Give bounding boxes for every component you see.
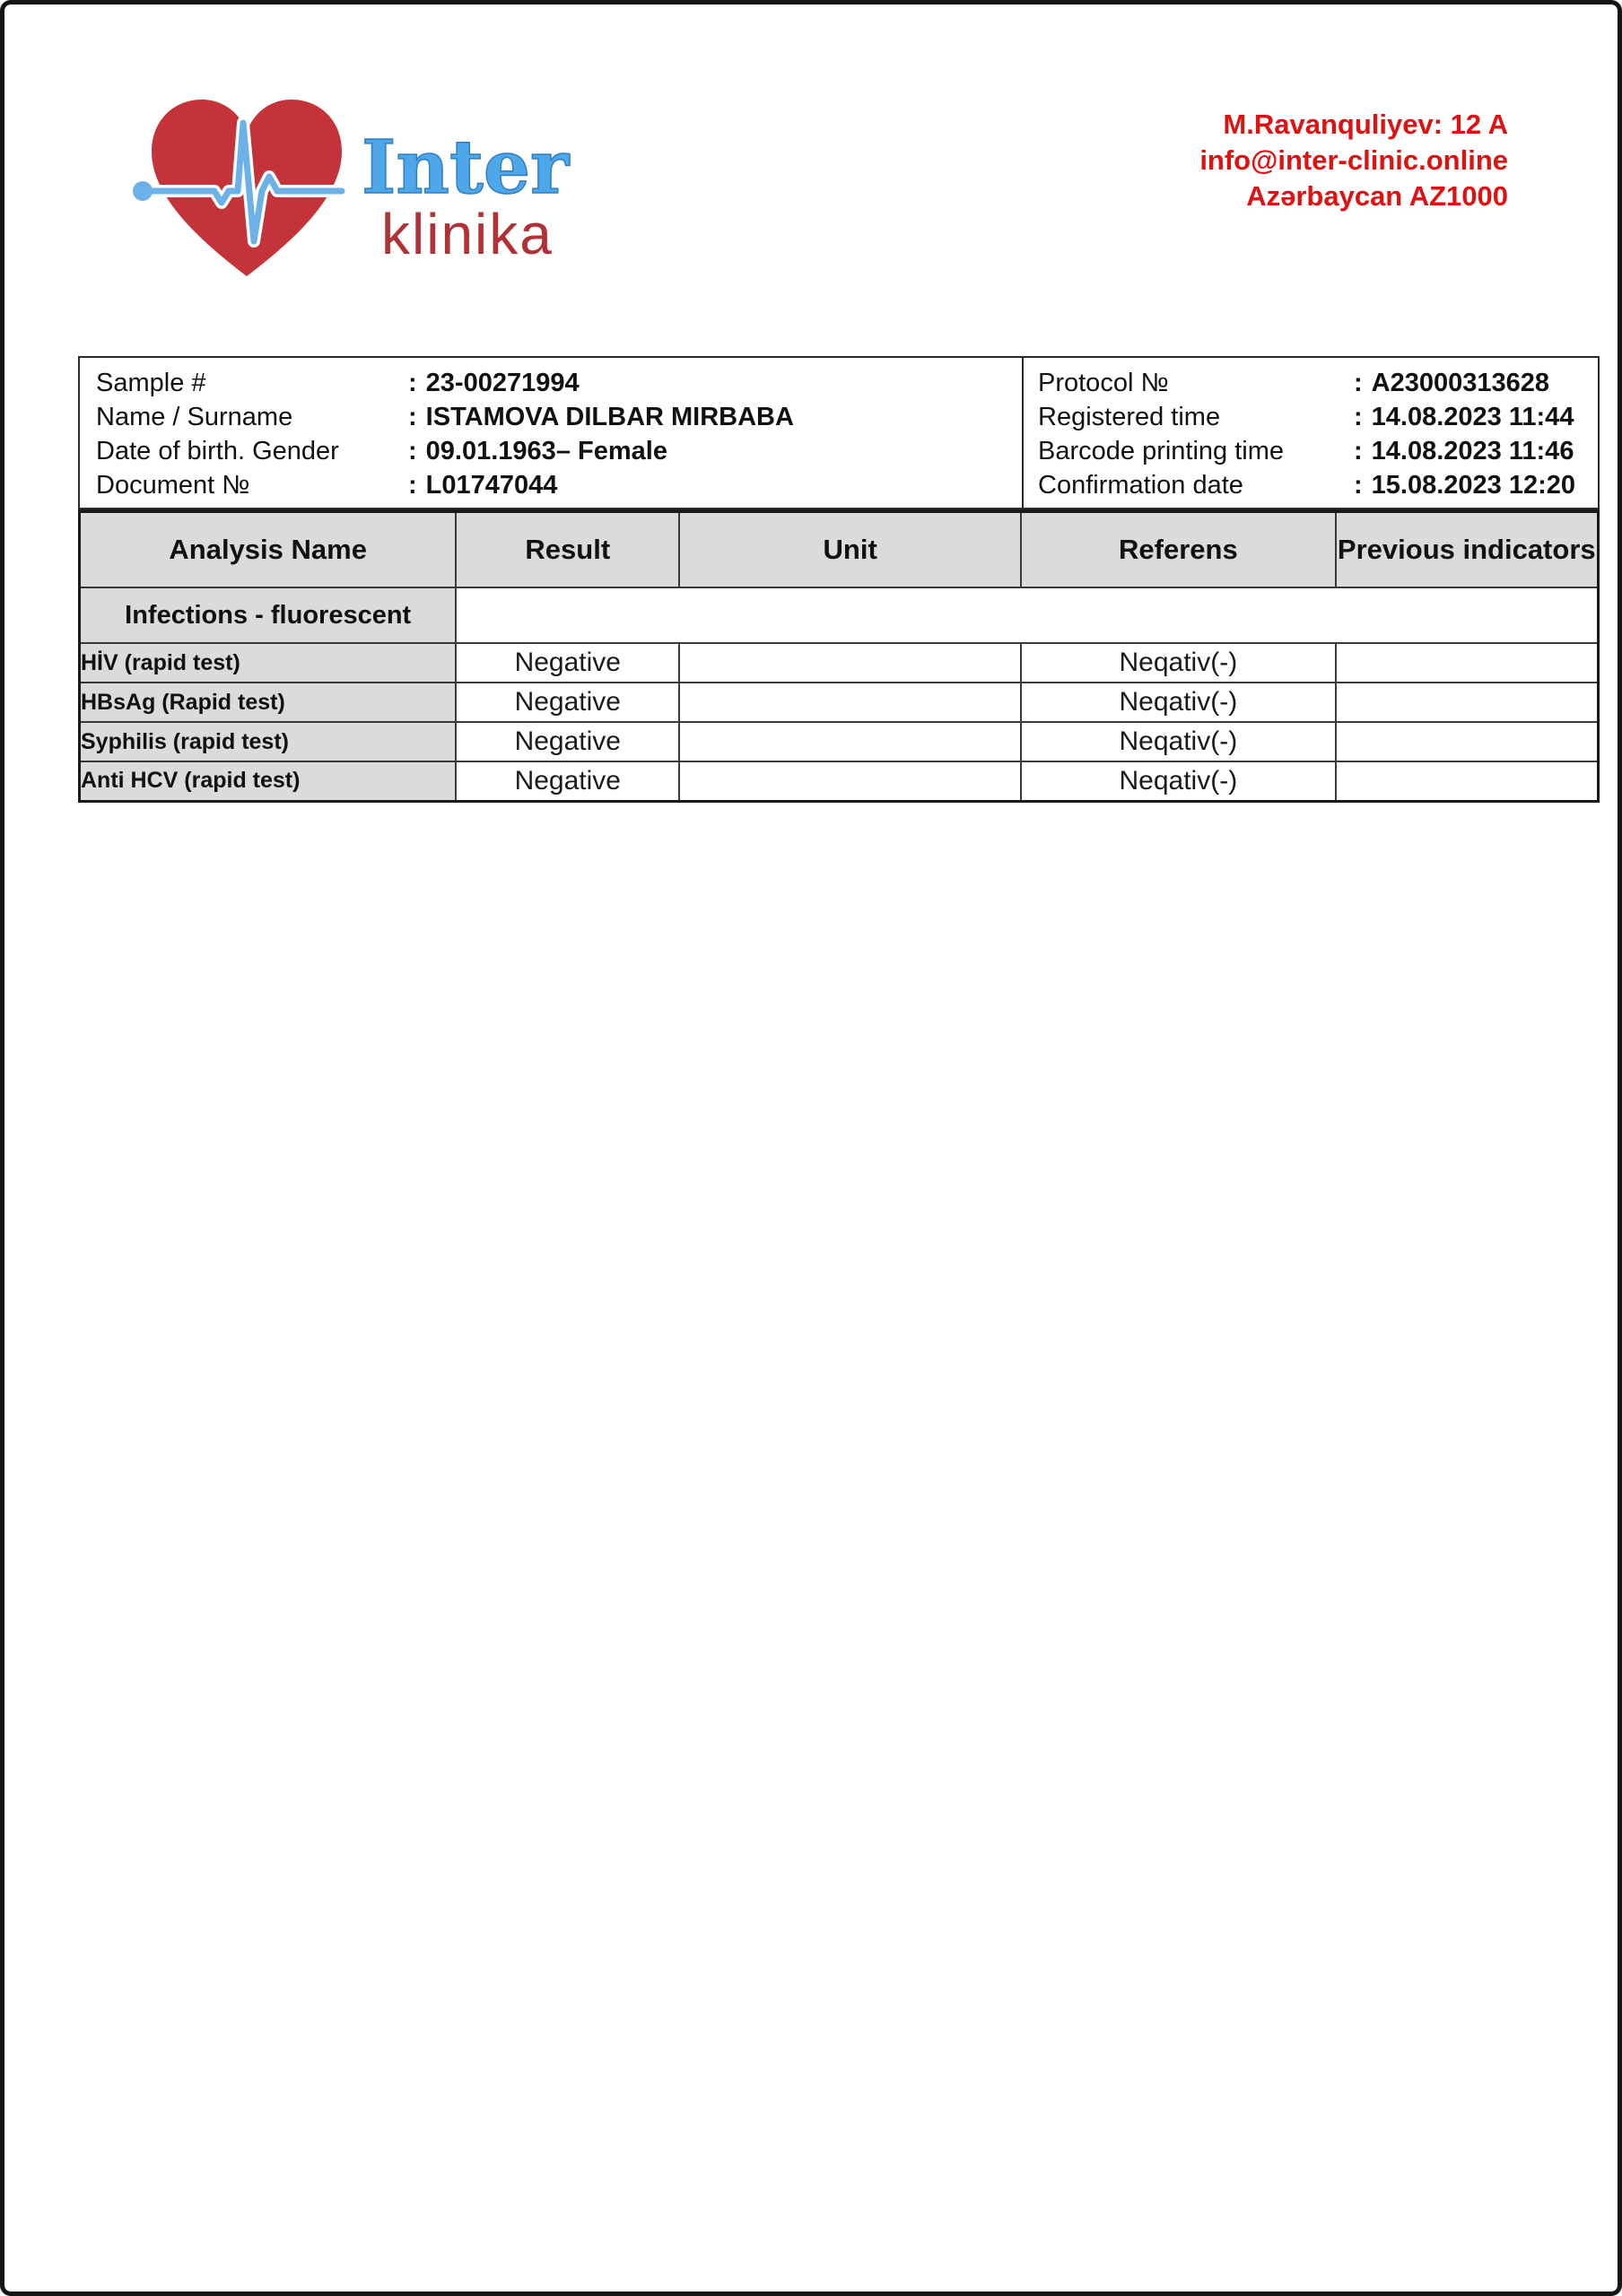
result-cell: Negative [456, 643, 679, 683]
result-cell: Negative [456, 722, 679, 761]
info-label: Confirmation date [1038, 471, 1243, 500]
info-label: Registered time [1038, 403, 1221, 431]
referens-cell: Neqativ(-) [1021, 643, 1335, 683]
unit-cell [679, 761, 1021, 801]
info-value: 14.08.2023 11:44 [1371, 403, 1574, 431]
info-row-barcode [1038, 434, 1598, 468]
info-separator: : [1354, 471, 1363, 500]
result-cell: Negative [456, 761, 679, 801]
table-row-syphilis [80, 722, 1599, 761]
info-separator: : [408, 403, 417, 431]
section-row [80, 587, 1599, 643]
info-label: Protocol № [1038, 369, 1169, 397]
info-row-sample [96, 366, 1022, 400]
analysis-name-cell: Syphilis (rapid test) [80, 722, 457, 761]
info-label: Sample # [96, 369, 206, 397]
contact-email-line: info@inter-clinic.online [1199, 144, 1508, 176]
contact-country-line: Azərbaycan AZ1000 [1246, 180, 1508, 212]
info-label: Document № [96, 471, 250, 500]
info-separator: : [1354, 437, 1363, 465]
referens-cell: Neqativ(-) [1021, 683, 1335, 722]
result-cell: Negative [456, 683, 679, 722]
info-value: 15.08.2023 12:20 [1371, 471, 1576, 500]
unit-cell [679, 643, 1021, 683]
results-header-row [80, 511, 1599, 587]
heart-ekg-logo-icon [130, 65, 579, 285]
info-label: Date of birth. Gender [96, 437, 339, 465]
info-row-registered [1038, 400, 1598, 434]
unit-cell [679, 683, 1021, 722]
info-separator: : [1354, 403, 1363, 431]
column-header-result: Result [456, 511, 679, 587]
info-row-birth-gender [96, 434, 1022, 468]
info-label: Barcode printing time [1038, 437, 1285, 465]
info-row-name [96, 400, 1022, 434]
previous-indicators-cell [1336, 683, 1599, 722]
column-header-previous-indicators: Previous indicators [1336, 511, 1599, 587]
info-separator: : [408, 471, 417, 500]
info-value: ISTAMOVA DILBAR MIRBABA [425, 403, 794, 431]
info-value: 09.01.1963– Female [425, 437, 667, 465]
previous-indicators-cell [1336, 761, 1599, 801]
previous-indicators-cell [1336, 722, 1599, 761]
info-value: L01747044 [425, 471, 558, 500]
section-row-spacer [456, 587, 1598, 643]
info-value: 14.08.2023 11:46 [1371, 437, 1574, 465]
logo-title: Inter [362, 125, 570, 211]
contact-address-line: M.Ravanquliyev: 12 A [1223, 109, 1508, 140]
info-label: Name / Surname [96, 403, 293, 431]
logo-subtitle: klinika [381, 202, 554, 266]
previous-indicators-cell [1336, 643, 1599, 683]
analysis-name-cell: HBsAg (Rapid test) [80, 683, 457, 722]
unit-cell [679, 722, 1021, 761]
info-separator: : [408, 369, 417, 397]
info-separator: : [1354, 369, 1363, 397]
info-row-document [96, 468, 1022, 502]
analysis-name-cell: HİV (rapid test) [80, 643, 457, 683]
patient-info-left [80, 358, 1024, 508]
column-header-referens: Referens [1021, 511, 1335, 587]
column-header-analysis-name: Analysis Name [80, 511, 457, 587]
table-row-hiv [80, 643, 1599, 683]
info-value: 23-00271994 [425, 369, 580, 397]
patient-info-right [1024, 358, 1598, 508]
results-table [78, 509, 1600, 803]
info-row-confirmation [1038, 468, 1598, 502]
info-value: A23000313628 [1371, 369, 1550, 397]
info-separator: : [408, 437, 417, 465]
analysis-name-cell: Anti HCV (rapid test) [80, 761, 457, 801]
clinic-logo [130, 65, 579, 285]
patient-info-box [78, 356, 1600, 509]
referens-cell: Neqativ(-) [1021, 761, 1335, 801]
table-row-hbsag [80, 683, 1599, 722]
column-header-unit: Unit [679, 511, 1021, 587]
table-row-anti-hcv [80, 761, 1599, 801]
section-title: Infections - fluorescent [80, 587, 457, 643]
clinic-contact-block [1199, 107, 1508, 214]
ekg-dot [133, 181, 153, 201]
referens-cell: Neqativ(-) [1021, 722, 1335, 761]
info-row-protocol [1038, 366, 1598, 400]
